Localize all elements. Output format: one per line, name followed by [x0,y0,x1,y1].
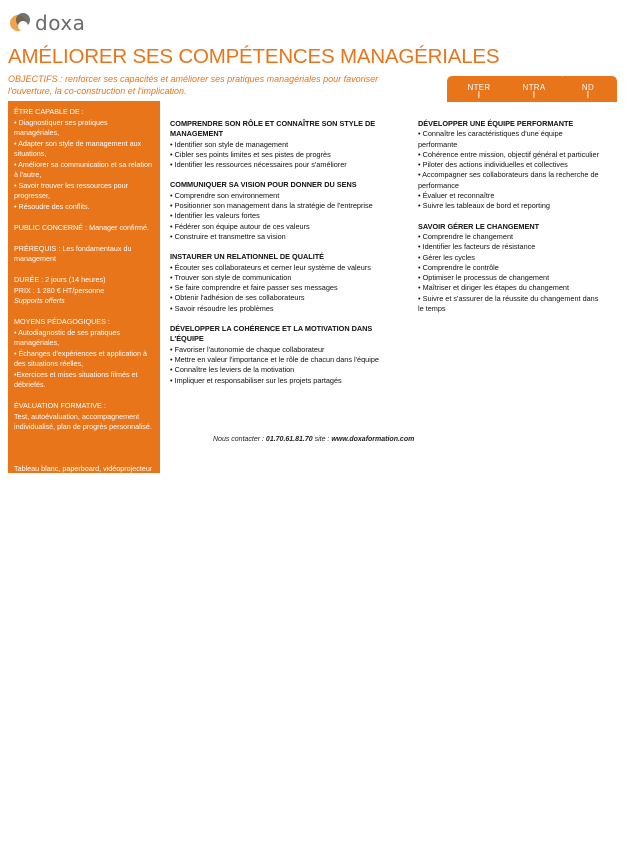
public-concerne: PUBLIC CONCERNÉ : Manager confirmé. [14,222,150,232]
materiel: Tableau blanc, paperboard, vidéoprojecteur dans chaque salle. [14,464,153,484]
program-section [170,119,385,170]
section-title: SAVOIR GÉRER LE CHANGEMENT [418,221,540,231]
section-item: • Évaluer et reconnaître [418,191,495,201]
contact-line [213,436,414,443]
program-column-1 [170,119,385,396]
section-item: • Savoir résoudre les problèmes [170,303,274,313]
capable-item: • Diagnostiquer ses pratiques managériales, [14,117,108,137]
section-item: • Construire et transmettre sa vision [170,231,286,241]
section-item: • Écouter ses collaborateurs et cerner leur système de valeurs [170,262,371,272]
section-item: • Identifier les facteurs de résistance [418,242,536,252]
section-item: • Comprendre le contrôle [418,262,499,272]
section-item: • Impliquer et responsabiliser sur les projets partagés [170,375,342,385]
section-title: COMPRENDRE SON RÔLE ET CONNAÎTRE SON STYLE DE MANAGEMENT [170,119,376,139]
tab-intra[interactable] [502,76,566,102]
section-item: • Optimiser le processus de changement [418,273,550,283]
capable-title: ÊTRE CAPABLE DE : [14,107,84,116]
tab-intra-cap: I [532,90,536,101]
moyens-title: MOYENS PÉDAGOGIQUES : [14,317,110,326]
supports: Supports offerts [14,296,65,305]
section-item: • Identifier les valeurs fortes [170,211,260,221]
section-item: • Favoriser l'autonomie de chaque collaborateur [170,344,325,354]
section-item: • Suivre et s'assurer de la réussite du changement dans le temps [418,293,599,314]
program-section [170,252,385,314]
section-item: • Accompagner ses collaborateurs dans la recherche de performance [418,170,599,190]
section-item: • Suivre les tableaux de bord et reporting [418,201,550,211]
program-column-2 [418,119,603,324]
section-item: • Cohérence entre mission, objectif général et particulier [418,149,600,159]
evaluation-title: ÉVALUATION FORMATIVE : [14,401,106,410]
tab-inter-label: NTER [467,83,491,92]
section-item: • Maîtriser et diriger les étapes du changement [418,283,570,293]
section-item: • Trouver son style de communication [170,272,292,282]
program-section [418,119,603,212]
section-item: • Fédérer son équipe autour de ces valeurs [170,221,310,231]
section-item: • Mettre en valeur l'importance et le rôle de chacun dans l'équipe [170,354,379,364]
section-item: • Piloter des actions individuelles et collectives [418,160,568,170]
tab-intra-label: NTRA [522,83,546,92]
capable-item: • Adapter son style de management aux situations, [14,138,142,158]
section-item: • Identifier son style de management [170,139,289,149]
tab-ind[interactable] [559,76,617,102]
info-sidebar [8,101,160,484]
page-title: AMÉLIORER SES COMPÉTENCES MANAGÉRIALES [8,45,500,68]
tab-inter-cap: I [477,90,481,101]
moyens-item: • Autodiagnostic de ses pratiques managériales, [14,327,121,347]
section-item: • Comprendre le changement [418,231,514,241]
capable-item: • Améliorer sa communication et sa relation à l'autre, [14,159,152,179]
contact-phone[interactable]: 01.70.61.81.70 [265,436,313,443]
section-item: • Gérer les cycles [418,252,475,262]
section-item: • Cibler ses points limites et ses pistes de progrès [170,149,331,159]
section-item: • Se faire comprendre et faire passer ses messages [170,283,338,293]
contact-prefix: Nous contacter : [213,436,264,443]
section-item: • Positionner son management dans la stratégie de l'entreprise [170,201,373,211]
section-item: • Identifier les ressources nécessaires pour s'améliorer [170,160,347,170]
program-section [418,222,603,315]
tab-ind-cap: I [586,90,590,101]
contact-site-label: site : [314,436,330,443]
section-title: DÉVELOPPER UNE ÉQUIPE PERFORMANTE [418,119,574,128]
duree: DURÉE : 2 jours (14 heures) [14,275,106,284]
capable-item: • Résoudre des conflits. [14,201,90,211]
program-section [170,324,385,386]
evaluation-text: Test, autoévaluation, accompagnement individualisé, plan de progrès personnalisé. [14,411,152,431]
section-item: • Comprendre son environnement [170,190,280,200]
section-title: INSTAURER UN RELATIONNEL DE QUALITÉ [170,252,325,262]
program-section [170,180,385,242]
section-item: • Obtenir l'adhésion de ses collaborateurs [170,293,305,303]
prerequis: PRÉREQUIS : Les fondamentaux du management [14,243,132,263]
tab-ind-label: ND [581,83,595,92]
page-subtitle: OBJECTIFS : renforcer ses capacités et améliorer ses pratiques managériales pour favoriser l'ouverture, la co-construction et l'implication. [8,74,379,96]
section-title: DÉVELOPPER LA COHÉRENCE ET LA MOTIVATION DANS L'ÉQUIPE [170,324,373,344]
section-item: • Connaître les leviers de la motivation [170,365,295,375]
prix: PRIX : 1 280 € HT/personne [14,285,105,295]
logo [10,10,85,36]
moyens-item: •Exercices et mises situations filmés et débriefés. [14,369,138,389]
contact-website-link[interactable]: www.doxaformation.com [331,436,415,443]
section-title: COMMUNIQUER SA VISION POUR DONNER DU SENS [170,180,357,190]
logo-icon [10,12,32,34]
section-item: • Connaître les caractéristiques d'une équipe performante [418,129,563,149]
moyens-item: • Échanges d'expériences et application à des situations réelles, [14,348,147,368]
capable-item: • Savoir trouver les ressources pour progresser, [14,180,128,200]
brand-name: doxa [35,11,86,35]
